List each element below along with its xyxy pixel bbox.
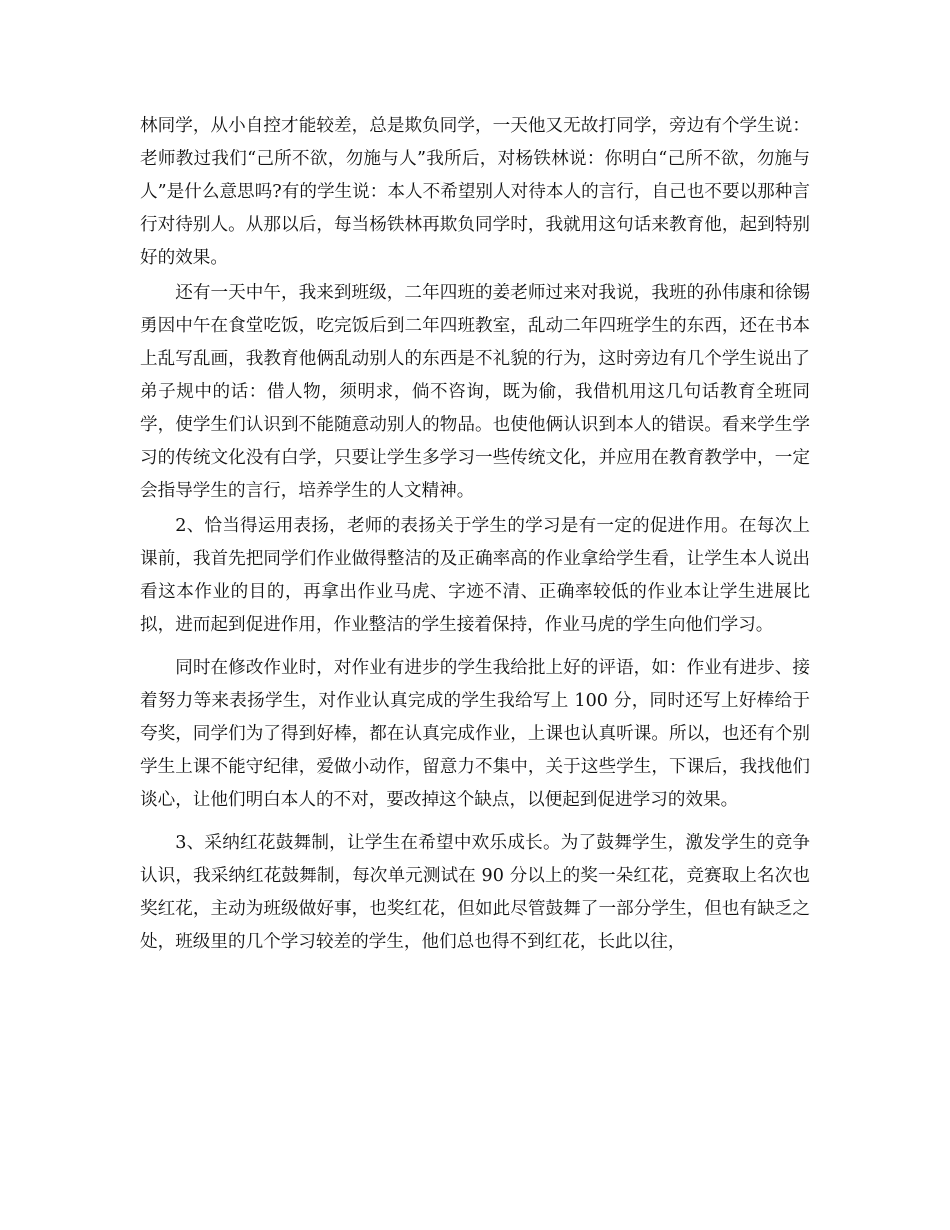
paragraph-4: 同时在修改作业时，对作业有进步的学生我给批上好的评语，如：作业有进步、接着努力等来表扬学生，对作业认真完成的学生我给写上 100 分，同时还写上好棒给于夸奖，同学们为了得到好棒，都在认真完成作业，上课也认真听课。所以，也还有个别学生上课不能守纪律，爱做小动作，留意力不集中，关于这些学生，下课后，我找他们谈心，让他们明白本人的不对，要改掉这个缺点，以便起到促进学习的效果。	[140, 658, 810, 810]
paragraph-3: 2、恰当得运用表扬，老师的表扬关于学生的学习是有一定的促进作用。在每次上课前，我首先把同学们作业做得整洁的及正确率高的作业拿给学生看，让学生本人说出看这本作业的目的，再拿出作业马虎、字迹不清、正确率较低的作业本让学生进展比拟，进而起到促进作用，作业整洁的学生接着保持，作业马虎的学生向他们学习。	[140, 516, 810, 635]
paragraph-2: 还有一天中午，我来到班级，二年四班的姜老师过来对我说，我班的孙伟康和徐锡勇因中午在食堂吃饭，吃完饭后到二年四班教室，乱动二年四班学生的东西，还在书本上乱写乱画，我教育他俩乱动别人的东西是不礼貌的行为，这时旁边有几个学生说出了弟子规中的话：借人物，须明求，倘不咨询，既为偷，我借机用这几句话教育全班同学，使学生们认识到不能随意动别人的物品。也使他俩认识到本人的错误。看来学生学习的传统文化没有白学，只要让学生多学习一些传统文化，并应用在教育教学中，一定会指导学生的言行，培养学生的人文精神。	[140, 283, 810, 501]
paragraph-5: 3、采纳红花鼓舞制，让学生在希望中欢乐成长。为了鼓舞学生，激发学生的竞争认识，我采纳红花鼓舞制，每次单元测试在 90 分以上的奖一朵红花，竞赛取上名次也奖红花，主动为班级做好事，也奖红花，但如此尽管鼓舞了一部分学生，但也有缺乏之处，班级里的几个学习较差的学生，他们总也得不到红花，长此以往，	[140, 833, 810, 952]
paragraph-1: 林同学，从小自控才能较差，总是欺负同学，一天他又无故打同学，旁边有个学生说：老师教过我们“己所不欲，勿施与人”我所后，对杨铁林说：你明白“己所不欲，勿施与人”是什么意思吗?有的学生说：本人不希望别人对待本人的言行，自己也不要以那种言行对待别人。从那以后，每当杨铁林再欺负同学时，我就用这句话来教育他，起到特别好的效果。	[140, 116, 810, 268]
